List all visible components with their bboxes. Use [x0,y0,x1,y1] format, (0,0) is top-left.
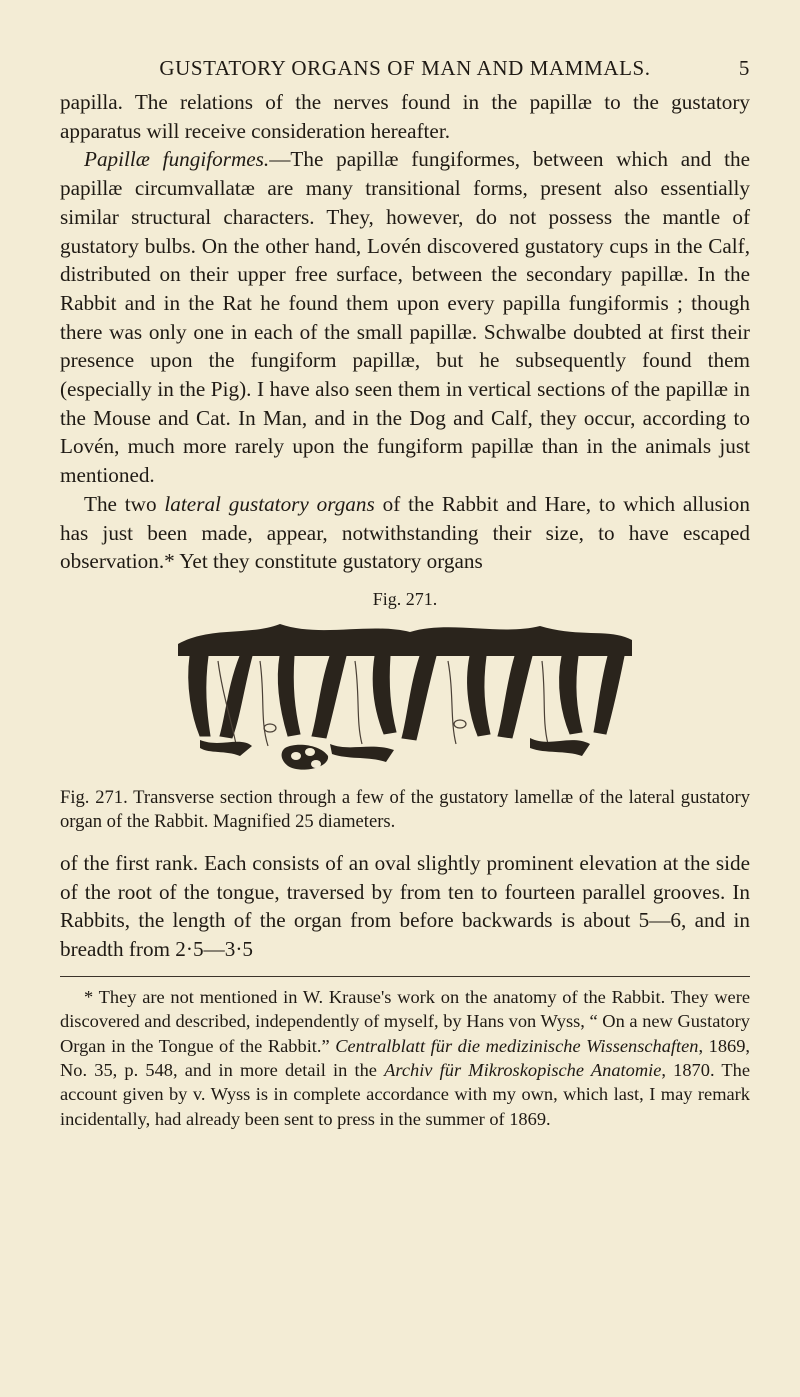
paragraph-2-text: —The papillæ fungiformes, between which and the papillæ circumvallatæ are many transitional forms, present also essentially similar structural characters. They, however, do not possess the mantle of gustatory bulbs. On the other hand, Lovén discovered gustatory cups in the Calf, distributed on their upper free surface, between the secondary papillæ. In the Rabbit and in the Rat he found them upon every papilla fungiformis ; though there was only one in each of the small papillæ. Schwalbe doubted at first their presence upon the fungiform papillæ, but he subsequently found them (especially in the Pig). I have also seen them in vertical sections of the papillæ in the Mouse and Cat. In Man, and in the Dog and Calf, they occur, according to Lovén, much more rarely upon the fungiform papillæ than in the animals just mentioned. [60,147,750,488]
page-number: 5 [738,56,750,80]
running-header [60,56,750,88]
lateral-organs-italic: lateral gustatory organs [164,491,375,516]
book-page [60,56,750,1131]
paragraph-3-text: of the Rabbit and Hare, to which allusion has just been made, appear, notwithstanding their size, to have escaped observation.* Yet they constitute gustatory organs [60,491,750,574]
paragraph-papillae-fungiformes [60,145,750,489]
running-title: GUSTATORY ORGANS OF MAN AND MAMMALS. [159,56,651,80]
paragraph-3-start: The two [84,491,165,516]
footnote-journal-1: Centralblatt für die medizinische Wissenschaften [335,1035,699,1056]
footnote-divider [60,976,750,977]
footnote-text-1: * They are not mentioned in W. Krause's work on the anatomy of the Rabbit. They were discovered and described, independently of myself, by Hans von Wyss, “ On a new Gustatory Organ in the Tongue of the Rabbit.” [60,986,750,1056]
footnote-text-3: , 1870. The account given by v. Wyss is in complete accordance with my own, which last, I may remark incidentally, had already been sent to press in the summer of 1869. [60,1059,750,1129]
paragraph-lateral-organs [60,490,750,576]
section-heading-italic: Papillæ fungiformes. [84,147,270,172]
footnote-text-2: , 1869, No. 35, p. 548, and in more detail in the [60,1035,751,1080]
figure-caption: Fig. 271. Transverse section through a few of the gustatory lamellæ of the lateral gustatory organ of the Rabbit. Magnified 25 diameters. [60,786,750,833]
footnote-journal-2: Archiv für Mikroskopische Anatomie [384,1059,662,1080]
paragraph-1: papilla. The relations of the nerves found in the papillæ to the gustatory apparatus will receive consideration hereafter. [60,90,750,143]
figure-label: Fig. 271. [372,588,438,609]
figure-illustration [170,616,640,776]
paragraph-4: of the first rank. Each consists of an oval slightly prominent elevation at the side of the root of the tongue, traversed by from ten to fourteen parallel grooves. In Rabbits, the length of the organ from before backwards is about 5—6, and in breadth from 2·5—3·5 [60,850,750,962]
footnote [60,985,750,1131]
